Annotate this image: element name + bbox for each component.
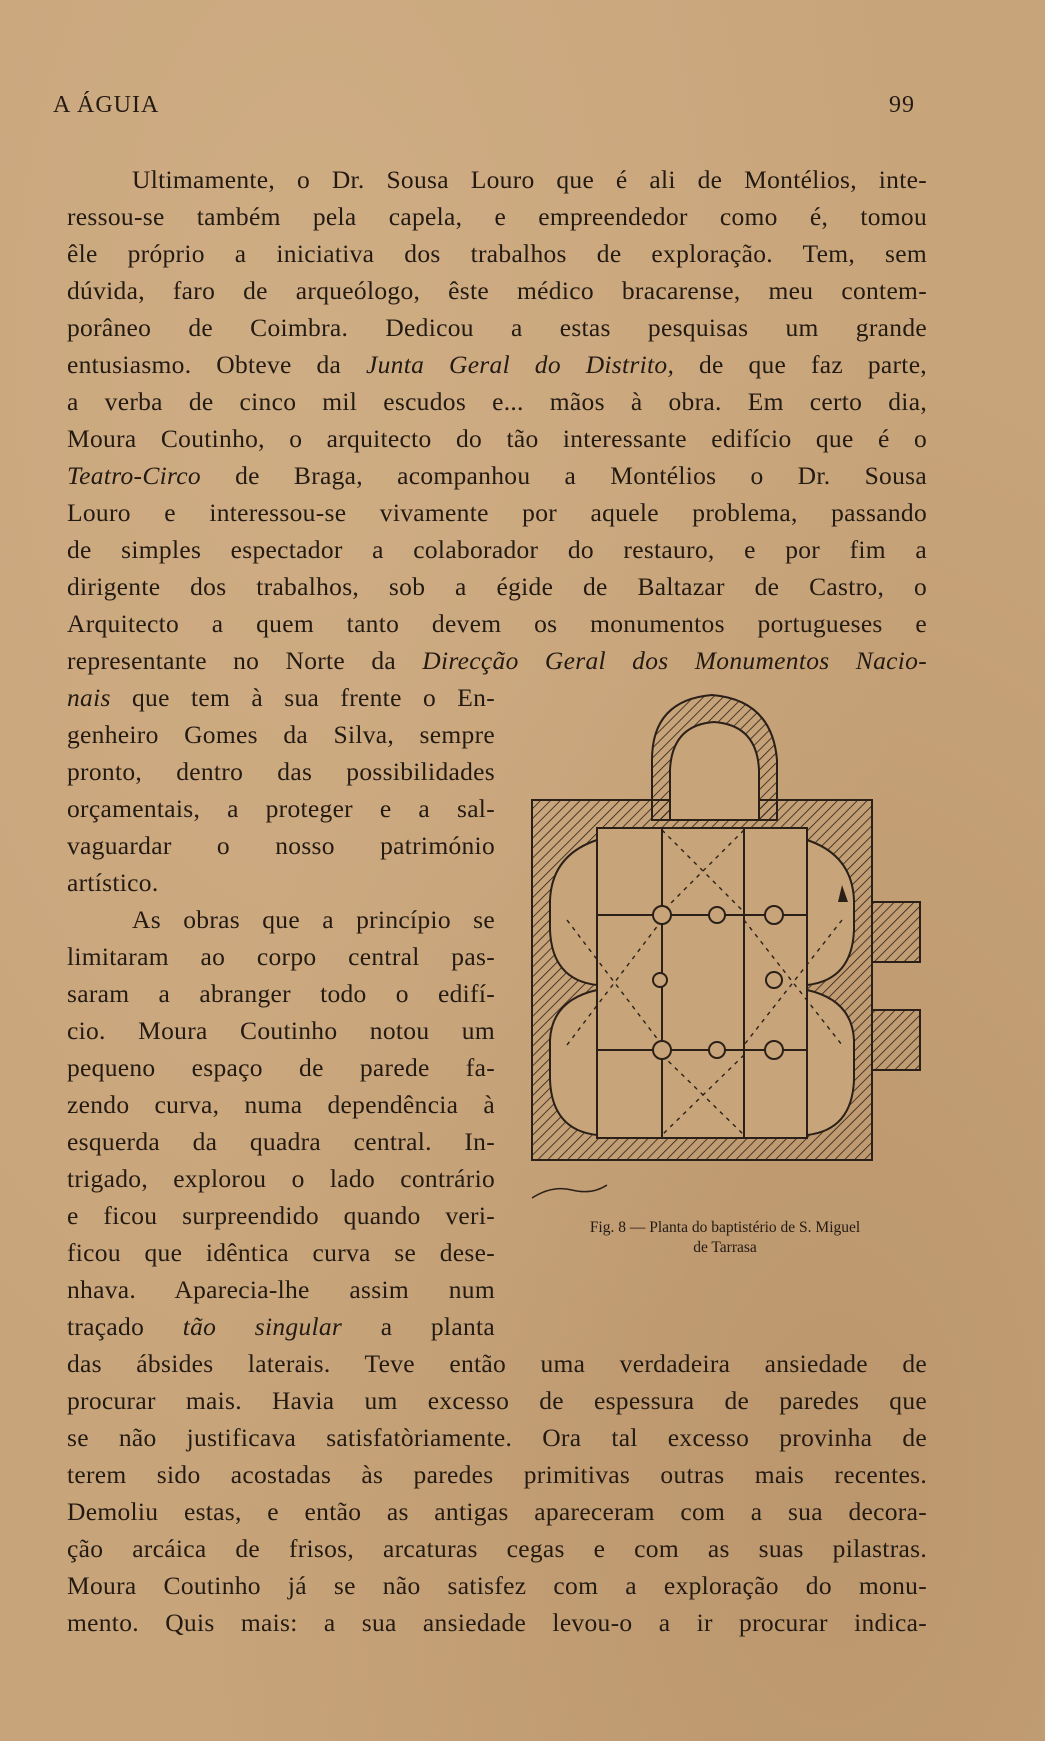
text-line: Louro e interessou-se vivamente por aquele problema, passando <box>67 498 927 527</box>
text-line: Teatro-Circo de Braga, acompanhou a Montélios o Dr. Sousa <box>67 461 927 490</box>
text-line: Moura Coutinho, o arquitecto do tão interessante edifício que é o <box>67 424 927 453</box>
caption-line: Fig. 8 — Planta do baptistério de S. Miguel <box>589 1219 861 1236</box>
page-number: 99 <box>889 92 915 118</box>
text-line: cio. Moura Coutinho notou um <box>67 1016 495 1045</box>
text-line: zendo curva, numa dependência à <box>67 1090 495 1119</box>
text-line: genheiro Gomes da Silva, sempre <box>67 720 495 749</box>
artist-signature <box>532 1185 607 1198</box>
text-line: ção arcáica de frisos, arcaturas cegas e com as suas pilastras. <box>67 1534 927 1563</box>
italic-text: Teatro-Circo <box>67 461 201 490</box>
text-line: das ábsides laterais. Teve então uma verdadeira ansiedade de <box>67 1349 927 1378</box>
text-line: ressou-se também pela capela, e empreendedor como é, tomou <box>67 202 927 231</box>
italic-text: Direcção Geral dos Monumentos Nacio- <box>422 646 927 675</box>
text-line: entusiasmo. Obteve da Junta Geral do Distrito, de que faz parte, <box>67 350 927 379</box>
text-line: orçamentais, a proteger e a sal- <box>67 794 495 823</box>
text-line: procurar mais. Havia um excesso de espessura de paredes que <box>67 1386 927 1415</box>
italic-text: nais <box>67 683 111 712</box>
text-line: nhava. Aparecia-lhe assim num <box>67 1275 495 1304</box>
text-line: dúvida, faro de arqueólogo, êste médico bracarense, meu contem- <box>67 276 927 305</box>
running-title: A ÁGUIA <box>53 92 160 118</box>
figure-caption <box>520 1218 930 1258</box>
text-line: artístico. <box>67 868 159 897</box>
text-line: nais que tem à sua frente o En- <box>67 683 495 712</box>
text-line: esquerda da quadra central. In- <box>67 1127 495 1156</box>
text-line: limitaram ao corpo central pas- <box>67 942 495 971</box>
text-line: Ultimamente, o Dr. Sousa Louro que é ali de Montélios, inte- <box>132 165 927 194</box>
baptistery-plan-figure <box>512 680 927 1200</box>
text-line: Demoliu estas, e então as antigas apareceram com a sua decora- <box>67 1497 927 1526</box>
text-line: pequeno espaço de parede fa- <box>67 1053 495 1082</box>
italic-text: tão singular <box>182 1312 343 1341</box>
text-line: pronto, dentro das possibilidades <box>67 757 495 786</box>
text-line: mento. Quis mais: a sua ansiedade levou-o a ir procurar indica- <box>67 1608 927 1637</box>
text-line: êle próprio a iniciativa dos trabalhos de exploração. Tem, sem <box>67 239 927 268</box>
caption-line: de Tarrasa <box>693 1239 757 1256</box>
text-line: Arquitecto a quem tanto devem os monumentos portugueses e <box>67 609 927 638</box>
text-line: saram a abranger todo o edifí- <box>67 979 495 1008</box>
floor-plan-drawing <box>512 680 927 1210</box>
text-line: ficou que idêntica curva se dese- <box>67 1238 495 1267</box>
text-line: terem sido acostadas às paredes primitivas outras mais recentes. <box>67 1460 927 1489</box>
text-line: trigado, explorou o lado contrário <box>67 1164 495 1193</box>
text-line: e ficou surpreendido quando veri- <box>67 1201 495 1230</box>
text-line: se não justificava satisfatòriamente. Ora tal excesso provinha de <box>67 1423 927 1452</box>
italic-text: Junta Geral do Distrito, <box>366 350 675 379</box>
text-line: de simples espectador a colaborador do restauro, e por fim a <box>67 535 927 564</box>
text-line: As obras que a princípio se <box>132 905 495 934</box>
text-line: dirigente dos trabalhos, sob a égide de Baltazar de Castro, o <box>67 572 927 601</box>
text-line: vaguardar o nosso património <box>67 831 495 860</box>
text-line: porâneo de Coimbra. Dedicou a estas pesquisas um grande <box>67 313 927 342</box>
text-line: traçado tão singular a planta <box>67 1312 495 1341</box>
text-line: Moura Coutinho já se não satisfez com a exploração do monu- <box>67 1571 927 1600</box>
text-line: a verba de cinco mil escudos e... mãos à obra. Em certo dia, <box>67 387 927 416</box>
text-line: representante no Norte da Direcção Geral dos Monumentos Nacio- <box>67 646 927 675</box>
interior-spaces <box>550 722 854 1138</box>
